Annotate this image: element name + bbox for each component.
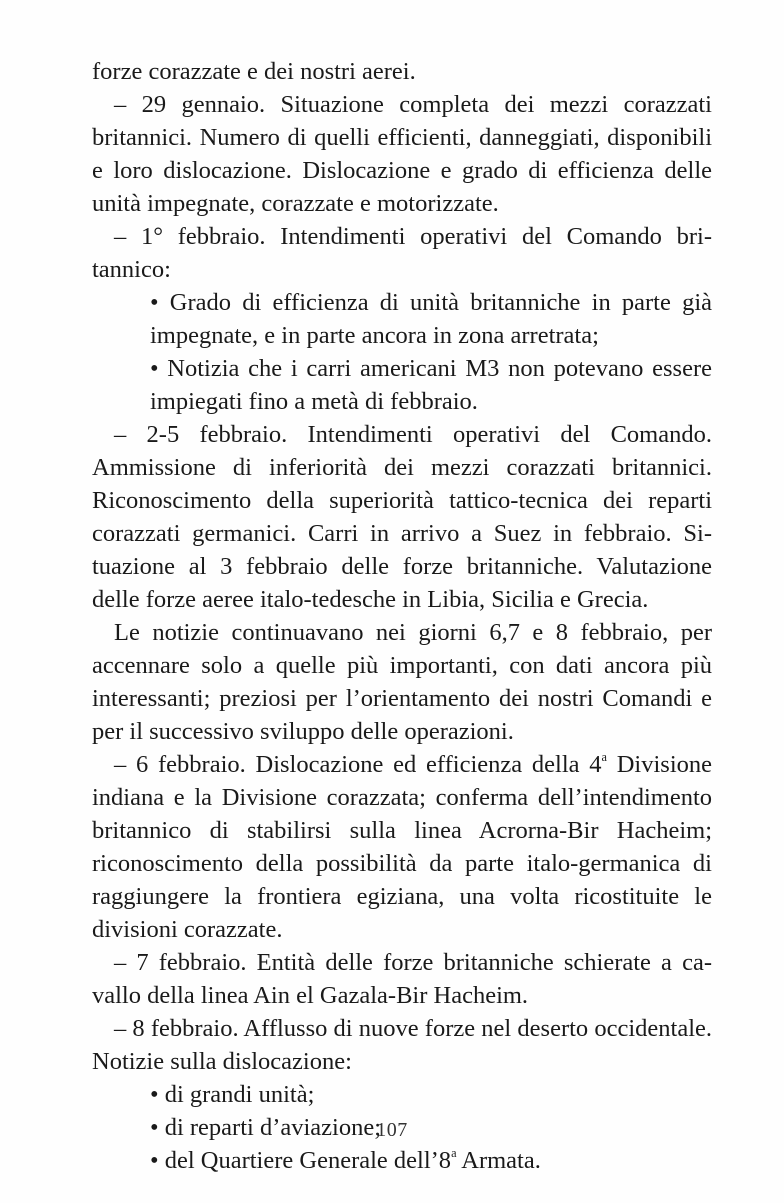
page-number: 107 xyxy=(376,1119,408,1141)
paragraph: forze corazzate e dei nostri aerei. xyxy=(92,58,416,85)
superscript: a xyxy=(601,749,607,764)
superscript: a xyxy=(451,1145,457,1160)
body-text xyxy=(92,55,712,1177)
paragraph: – 29 gennaio. Situazione completa dei mezzi corazzati britannici. Numero di quelli efficienti, danneggiati, disponibili e loro dislocazione. Dislocazione e grado di efficienza delle unità impegnate, corazzate e motorizzate. xyxy=(92,91,712,217)
paragraph: – 7 febbraio. Entità delle forze britanniche schierate a cavallo della linea Ain el Gazala-Bir Hacheim. xyxy=(92,949,712,1009)
paragraph: Le notizie continuavano nei giorni 6,7 e 8 febbraio, per accennare solo a quelle più importanti, con dati ancora più interessanti; preziosi per l’orientamento dei nostri Comandi e per il successivo sviluppo delle operazioni. xyxy=(92,619,712,745)
paragraph xyxy=(92,748,712,946)
paragraph: – 2-5 febbraio. Intendimenti operativi del Comando. Ammissione di inferiorità dei mezzi corazzati britannici. Riconoscimento della superiorità tattico-tecnica dei reparti corazzati germanici. Carri in arrivo a Suez in febbraio. Situazione al 3 febbraio delle forze britanniche. Valutazione delle forze aeree italo-tedesche in Libia, Sicilia e Grecia. xyxy=(92,421,712,613)
bullet-text: Armata. xyxy=(456,1147,541,1174)
paragraph-text: – 6 febbraio. Dislocazione ed efficienza della 4 xyxy=(114,751,602,778)
bullet-item: • Notizia che i carri americani M3 non potevano essere impiegati fino a metà di febbraio. xyxy=(150,355,712,415)
bullet-item: • di reparti d’aviazione; xyxy=(150,1114,382,1141)
paragraph: – 8 febbraio. Afflusso di nuove forze nel deserto occidentale. Notizie sulla dislocazione: xyxy=(92,1015,712,1075)
bullet-item: • di grandi unità; xyxy=(150,1081,315,1108)
bullet-text: • del Quartiere Generale dell’8 xyxy=(150,1147,452,1174)
paragraph: – 1° febbraio. Intendimenti operativi del Comando britannico: xyxy=(92,223,712,283)
bullet-item xyxy=(150,1144,712,1177)
bullet-item: • Grado di efficienza di unità britanniche in parte già impegnate, e in parte ancora in zona arretrata; xyxy=(150,289,712,349)
paragraph-text: Divisione indiana e la Divisione corazzata; conferma dell’intendimento britannico di stabilirsi sulla linea Acrorna-Bir Hacheim; riconoscimento della possibilità da parte italo-germanica di raggiungere la frontiera egiziana, una volta ricostituite le divisioni corazzate. xyxy=(92,751,712,943)
